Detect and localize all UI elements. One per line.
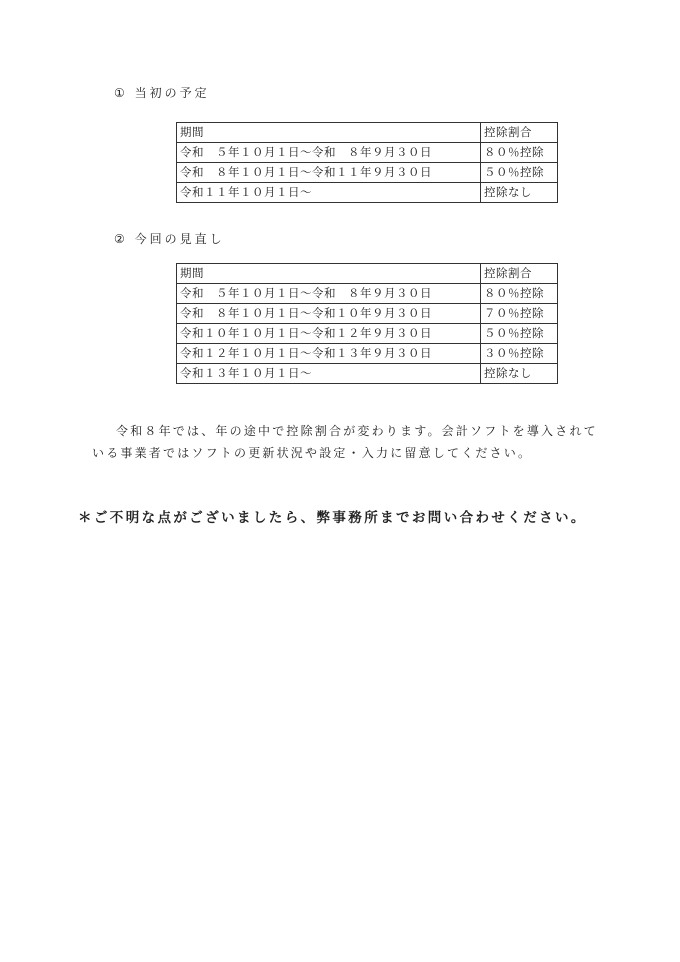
header-period: 期間 <box>177 264 481 284</box>
section-heading-revision: ② 今回の見直し <box>114 232 225 246</box>
original-plan-table <box>176 122 558 203</box>
table-row <box>177 284 558 304</box>
table-row <box>177 143 558 163</box>
period-cell: 令和 ５年１０月１日～令和 ８年９月３０日 <box>177 284 481 304</box>
rate-cell: ８０％控除 <box>481 284 558 304</box>
table-row <box>177 163 558 183</box>
table-row <box>177 304 558 324</box>
table-row <box>177 183 558 203</box>
note-paragraph: 令和８年では、年の途中で控除割合が変わります。会計ソフトを導入されている事業者ではソフトの更新状況や設定・入力に留意してください。 <box>92 424 598 460</box>
contact-note: ＊ご不明な点がございましたら、弊事務所までお問い合わせください。 <box>78 510 587 526</box>
rate-cell: ５０％控除 <box>481 324 558 344</box>
header-rate: 控除割合 <box>481 123 558 143</box>
revision-table <box>176 263 558 384</box>
rate-cell: ５０％控除 <box>481 163 558 183</box>
table-header-row <box>177 264 558 284</box>
period-cell: 令和１１年１０月１日～ <box>177 183 481 203</box>
rate-cell: ７０％控除 <box>481 304 558 324</box>
table-row <box>177 324 558 344</box>
rate-cell: 控除なし <box>481 183 558 203</box>
rate-cell: ３０％控除 <box>481 344 558 364</box>
period-cell: 令和 ８年１０月１日～令和１１年９月３０日 <box>177 163 481 183</box>
header-period: 期間 <box>177 123 481 143</box>
period-cell: 令和 ５年１０月１日～令和 ８年９月３０日 <box>177 143 481 163</box>
header-rate: 控除割合 <box>481 264 558 284</box>
period-cell: 令和１２年１０月１日～令和１３年９月３０日 <box>177 344 481 364</box>
period-cell: 令和 ８年１０月１日～令和１０年９月３０日 <box>177 304 481 324</box>
period-cell: 令和１０年１０月１日～令和１２年９月３０日 <box>177 324 481 344</box>
rate-cell: ８０％控除 <box>481 143 558 163</box>
section-heading-original-plan: ① 当初の予定 <box>114 86 210 100</box>
rate-cell: 控除なし <box>481 364 558 384</box>
table-row <box>177 344 558 364</box>
period-cell: 令和１３年１０月１日～ <box>177 364 481 384</box>
table-header-row <box>177 123 558 143</box>
table-row <box>177 364 558 384</box>
